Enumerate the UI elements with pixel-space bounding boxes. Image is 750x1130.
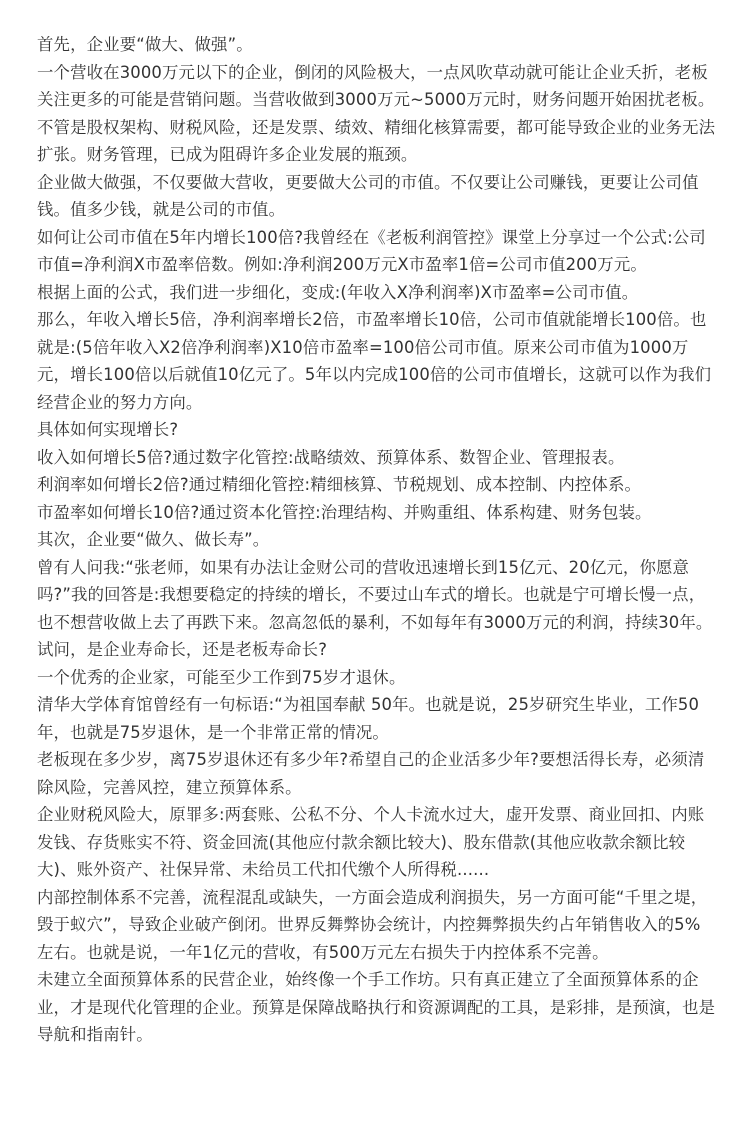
- paragraph: 根据上面的公式，我们进一步细化，变成:(年收入X净利润率)X市盈率=公司市值。: [37, 282, 639, 302]
- paragraph: 首先，企业要“做大、做强”。: [37, 35, 253, 54]
- paragraph: 收入如何增长5倍?通过数字化管控:战略绩效、预算体系、数智企业、管理报表。: [37, 447, 625, 467]
- paragraph: 清华大学体育馆曾经有一句标语:“为祖国奉献 50年。也就是说，25岁研究生毕业，工作50年，也就是75岁退休，是一个非常正常的情况。: [37, 695, 700, 742]
- paragraph: 其次，企业要“做久、做长寿”。: [37, 530, 270, 549]
- paragraph: 内部控制体系不完善，流程混乱或缺失，一方面会造成利润损失，另一方面可能“千里之堤，毁于蚁穴”，导致企业破产倒闭。世界反舞弊协会统计，内控舞弊损失约占年销售收入的5%左右。也就是说，一年1亿元的营收，有500万元左右损失于内控体系不完善。: [37, 887, 708, 962]
- paragraph: 曾有人问我:“张老师，如果有办法让金财公司的营收迅速增长到15亿元、20亿元，你愿意吗?”我的回答是:我想要稳定的持续的增长，不要过山车式的增长。也就是宁可增长慢一点，也不想营收做上去了再跌下来。忽高忽低的暴利，不如每年有3000万元的利润，持续30年。: [37, 557, 713, 632]
- paragraph: 如何让公司市值在5年内增长100倍?我曾经在《老板利润管控》课堂上分享过一个公式:公司市值=净利润X市盈率倍数。例如:净利润200万元X市盈率1倍=公司市值200万元。: [37, 227, 706, 274]
- paragraph: 企业做大做强，不仅要做大营收，更要做大公司的市值。不仅要让公司赚钱，更要让公司值钱。值多少钱，就是公司的市值。: [37, 172, 699, 219]
- paragraph: 未建立全面预算体系的民营企业，始终像一个手工作坊。只有真正建立了全面预算体系的企业，才是现代化管理的企业。预算是保障战略执行和资源调配的工具，是彩排，是预演，也是导航和指南针。: [37, 970, 716, 1044]
- paragraph: 老板现在多少岁，离75岁退休还有多少年?希望自己的企业活多少年?要想活得长寿，必须清除风险，完善风控，建立预算体系。: [37, 750, 705, 797]
- paragraph: 一个营收在3000万元以下的企业，倒闭的风险极大，一点风吹草动就可能让企业夭折，老板关注更多的可能是营销问题。当营收做到3000万元~5000万元时，财务问题开始困扰老板。不管是股权架构、财税风险，还是发票、绩效、精细化核算需要，都可能导致企业的业务无法扩张。财务管理，已成为阻碍许多企业发展的瓶颈。: [37, 62, 716, 164]
- paragraph: 那么，年收入增长5倍，净利润率增长2倍，市盈率增长10倍，公司市值就能增长100倍。也就是:(5倍年收入X2倍净利润率)X10倍市盈率=100倍公司市值。原来公司市值为1000万元，增长100倍以后就值10亿元了。5年以内完成100倍的公司市值增长，这就可以作为我们经营企业的努力方向。: [37, 310, 712, 412]
- paragraph: 一个优秀的企业家，可能至少工作到75岁才退休。: [37, 667, 406, 687]
- paragraph: 试问，是企业寿命长，还是老板寿命长?: [37, 640, 328, 659]
- paragraph: 具体如何实现增长?: [37, 420, 179, 439]
- paragraph: 利润率如何增长2倍?通过精细化管控:精细核算、节税规划、成本控制、内控体系。: [37, 475, 642, 494]
- paragraph: 企业财税风险大，原罪多:两套账、公私不分、个人卡流水过大，虚开发票、商业回扣、内账发钱、存货账实不符、资金回流(其他应付款余额比较大)、股东借款(其他应收款余额比较大)、账外资产、社保异常、未给员工代扣代缴个人所得税......: [37, 805, 705, 879]
- paragraph: 市盈率如何增长10倍?通过资本化管控:治理结构、并购重组、体系构建、财务包装。: [37, 502, 652, 522]
